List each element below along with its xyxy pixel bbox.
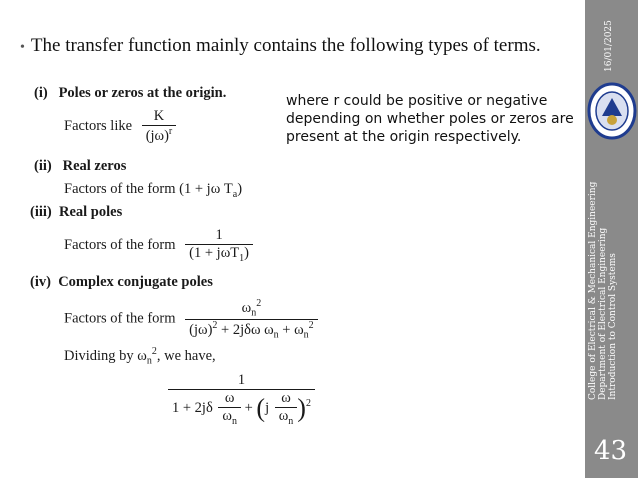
term-i-prefix: Factors like (64, 117, 133, 134)
term-iii-fraction: $\frac{1}{(1 + j\omega T_1)}$ (185, 227, 253, 264)
page-number: 43 (594, 436, 628, 466)
term-iv-label: (iv) (30, 274, 51, 290)
note-text: where r could be positive or negative depending on whether poles or zeros are present at the origin respectively. (286, 93, 574, 145)
term-i-denominator: $(j\omega)^r$ (145, 126, 173, 144)
term-i-fraction (142, 108, 177, 145)
dividing-line: Dividing by $\omega_n^2$, we have, (64, 346, 216, 367)
term-i-label: (i) (34, 85, 48, 101)
bullet-dot-icon: • (20, 40, 25, 55)
term-ii-title: Real zeros (62, 158, 127, 174)
term-iv-factor: Factors of the form $\frac{\omega_n^2}{(j\omega)^2 + 2j\delta\omega \omega_n + \omega_n^2}$ (64, 298, 318, 340)
normalized-fraction (168, 372, 315, 427)
college-department: College of Electrical & Mechanical Engineering Department of Electrical Engineering Introduction to Control Systems (588, 181, 618, 400)
college-logo-icon (587, 82, 637, 140)
slide-date: 16/01/2025 (604, 20, 614, 72)
term-i-factor (64, 108, 176, 145)
term-iii-factor: Factors of the form $\frac{1}{(1 + j\omega T_1)}$ (64, 227, 253, 264)
term-iv-title: Complex conjugate poles (58, 274, 213, 290)
term-i-heading (34, 85, 226, 102)
term-i-title: Poles or zeros at the origin. (58, 85, 227, 101)
term-iv-heading (30, 274, 213, 291)
bullet-text: The transfer function mainly contains the following types of terms. (30, 35, 541, 56)
term-i-numerator: K (142, 108, 177, 126)
normalized-fraction-body: 1 1 + 2jδ $\frac{\omega}{\omega_n}$ + (j $\frac{\omega}{\omega_n}$ )$^2$ (168, 372, 315, 427)
term-iv-fraction: $\frac{\omega_n^2}{(j\omega)^2 + 2j\delta\omega \omega_n + \omega_n^2}$ (185, 298, 317, 340)
bullet-point (20, 35, 580, 59)
term-ii-label: (ii) (34, 158, 52, 174)
term-iii-title: Real poles (59, 204, 123, 220)
term-ii-factor: Factors of the form (1 + jω $T_a$) (64, 181, 243, 200)
term-iii-label: (iii) (30, 204, 52, 220)
term-ii-heading (34, 158, 126, 175)
term-iii-heading (30, 204, 122, 221)
